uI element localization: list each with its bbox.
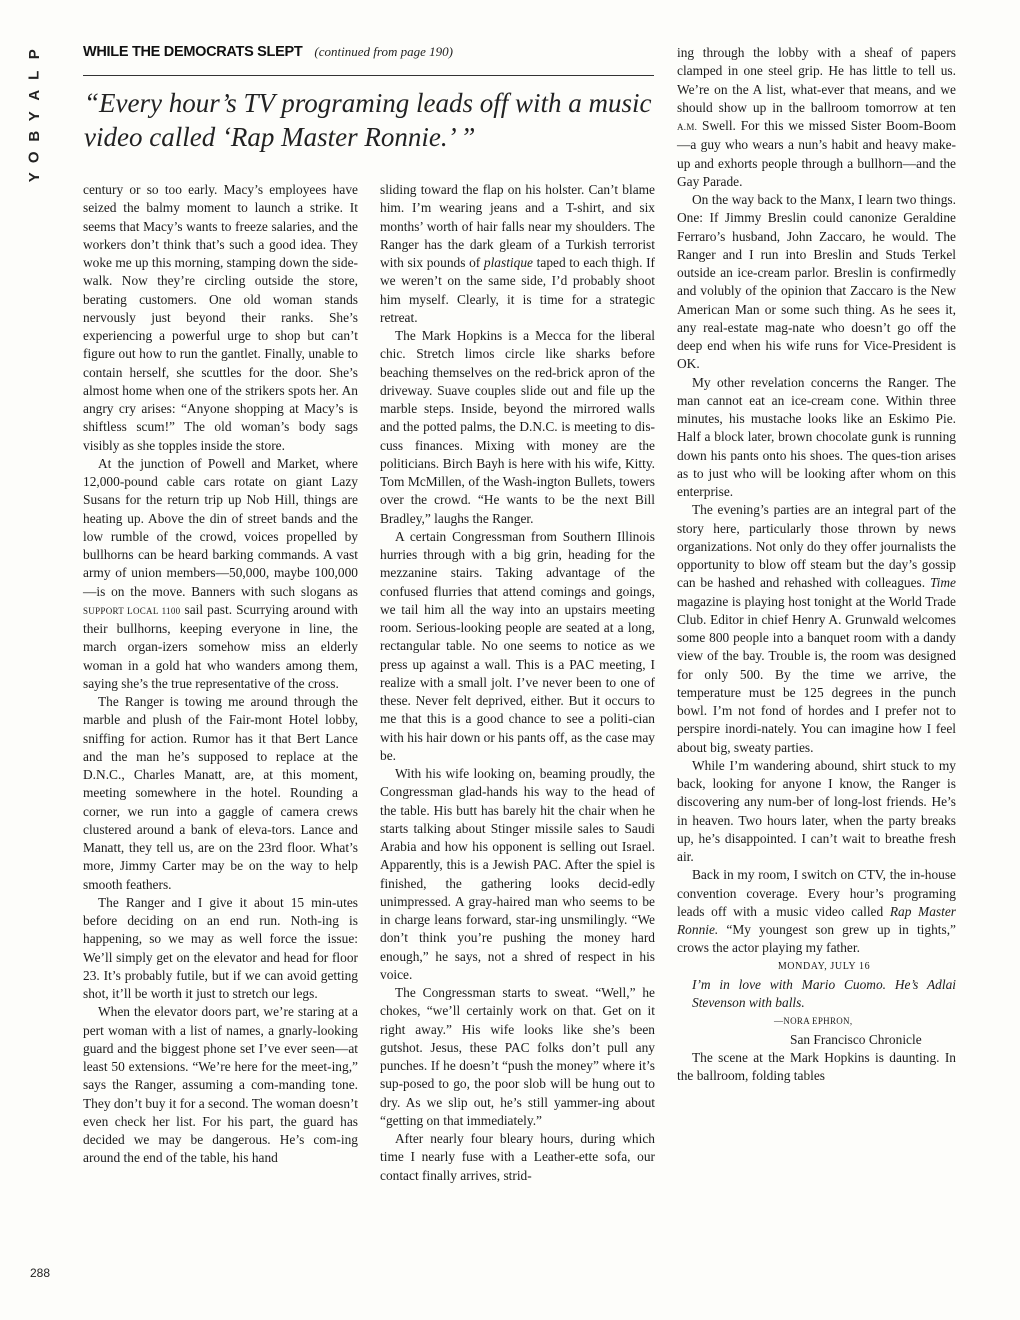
- paragraph: [677, 866, 956, 957]
- paragraph: With his wife looking on, beaming proudly, the Congressman glad-hands his way to the head of the table. His butt has barely hit the chair when he starts talking about Stinger missile sales to Saudi Arabia and how his opponent is selling out Israel. Apparently, this is a Jewish PAC. After the spiel is finished, the gathering looks decid-edly unimpressed. A gray-haired man who seems to be in charge leans forward, star-ing unsmilingly. “We don’t think you’re pushing the money hard enough,” he says, not a shred of respect in his voice.: [380, 766, 655, 982]
- paragraph: [677, 44, 956, 191]
- column-3: [677, 44, 956, 1085]
- paragraph-text: ing through the lobby with a sheaf of papers clamped in one steel grip. He has little to tell us. We’re on the A list, what-ever that means, and we should show up in the ballroom tomorrow at ten: [677, 45, 956, 115]
- paragraph: century or so too early. Macy’s employees have seized the balmy moment to launch a strike. It seems that Macy’s wants to freeze salaries, and the workers don’t think that’s such a good idea. They woke me up this morning, stamping down the side-walk. Now they’re circling outside the store, berating customers. One old woman stands nervously just beyond their ranks. She’s experiencing a powerful urge to shop but can’t figure out how to run the gantlet. Finally, unable to contain herself, she scuttles for the door. She’s almost home when one of the strikers spots her. An angry cry arises: “Anyone shopping at Macy’s is shiftless scum!” The old woman’s body sags visibly as she topples inside the store.: [83, 182, 358, 453]
- column-2: [380, 181, 655, 1185]
- logo-letter: A: [25, 89, 43, 101]
- paragraph-text: taped to each thigh. If we weren’t on the same side, I’d probably shoot him myself. Clearly, it is time for a strategic retreat.: [380, 255, 655, 325]
- paragraph: On the way back to the Manx, I learn two things. One: If Jimmy Breslin could canonize Geraldine Ferraro’s husband, John Zaccaro, he would. The Ranger and I run into Breslin and Studs Terkel outside an ice-cream parlor. Breslin is confirmedly and volubly of the opinion that Zaccaro is the New American Man or some such thing. As he sees it, any real-estate mag-nate who doesn’t go off the deep end when his wife runs for Vice-President is OK.: [677, 192, 956, 372]
- paragraph-text: The evening’s parties are an integral part of the story here, particularly those thrown by news organizations. Not only do they offer journalists the opportunity to blow off steam but the day’s gossip can be hashed and rehashed with colleagues.: [677, 502, 956, 591]
- logo-letter: L: [25, 70, 43, 80]
- paragraph: [83, 455, 358, 693]
- paragraph: [677, 501, 956, 757]
- italic-word: plastique: [483, 255, 533, 270]
- column-1: [83, 181, 358, 1168]
- paragraph-text: Swell. For this we missed Sister Boom-Boom—a guy who wears a nun’s habit and heavy make-up and exhorts people through a bullhorn—and the Gay Parade.: [677, 118, 956, 189]
- logo-letter: Y: [25, 110, 43, 121]
- magazine-logo-vertical: [20, 44, 50, 188]
- logo-letter: B: [25, 130, 43, 142]
- paragraph: While I’m wandering abound, shirt stuck to my back, looking for anyone I know, the Ranger is discovering any num-ber of long-lost friends. He’s in heaven. Two hours later, when the party breaks up, he’s disappointed. I can’t wait to breathe fresh air.: [677, 757, 956, 864]
- italic-title: Rap Master Ronnie.: [677, 903, 956, 937]
- logo-letter: O: [25, 150, 43, 163]
- logo-letter: Y: [25, 172, 43, 183]
- epigraph-quote: I’m in love with Mario Cuomo. He’s Adlai Stevenson with balls.: [692, 976, 956, 1010]
- paragraph-text: sail past. Scurrying around with their bullhorns, keeping everyone in line, the march organ-izers somehow miss an elderly woman in a gold hat who wanders among them, saying she’s the true representative of the cross.: [83, 601, 358, 691]
- continued-note: (continued from page 190): [314, 44, 453, 59]
- paragraph: The Congressman starts to sweat. “Well,” he chokes, “we’ll certainly work on that. Get on it right away.” His wife looks like she’s been gutshot. Jesus, these PAC folks don’t pull any punches. If he doesn’t “push the money” where it’s sup-posed to go, the poor slob will be hung out to dry. As we slip out, he’s still yammer-ing about “getting on that immediately.”: [380, 985, 655, 1128]
- article-title: WHILE THE DEMOCRATS SLEPT: [83, 44, 303, 60]
- paragraph: A certain Congressman from Southern Illinois hurries through with a big grin, heading for the mezzanine stairs. Taking advantage of the confused flurries that attend comings and goings, we tail him all the way into an upstairs meeting room. Serious-looking people are seated at a long, rectangular table. No one seems to notice as we press up against a wall. This is a PAC meeting, I realize with a small jolt. I’ve never been to one of these. Never felt deprived, either. But it occurs to me that this is a good chance to see a politi-cian with his hair down or his pants off, as the case may be.: [380, 528, 655, 763]
- epigraph-author: —NORA EPHRON,: [774, 1016, 853, 1027]
- logo-letter: P: [25, 49, 43, 60]
- paragraph-text: At the junction of Powell and Market, where 12,000-pound cable cars rotate on giant Lazy Susans for the return trip up Nob Hill, things are heating up. Above the din of street bands and the low rumble of the crowd, voices propelled by bullhorns can be heard barking commands. A vast army of union members—50,000, maybe 100,000—is on the move. Banners with such slogans as: [83, 455, 358, 599]
- paragraph-text: Back in my room, I switch on CTV, the in-house convention coverage. Every hour’s programing leads off with a music video called: [677, 867, 956, 919]
- paragraph: When the elevator doors part, we’re staring at a pert woman with a list of names, a gnarly-looking guard and the biggest phone set I’ve ever seen—at least 50 extensions. “We’re here for the meet-ing,” says the Ranger, assuming a com-manding tone. They don’t buy it for a second. The woman doesn’t even check her list. For his part, the guard has decided we may be dangerous. He’s com-ing around the end of the table, his hand: [83, 1004, 358, 1166]
- paragraph: The Mark Hopkins is a Mecca for the liberal chic. Stretch limos circle like sharks before beaching themselves on the red-brick apron of the driveway. Suave couples slide out and file up the marble steps. Inside, beyond the mirrored walls and the potted palms, the D.N.C. is meeting to dis-cuss finances. Mixing with money are the politicians. Birch Bayh is here with his wife, Kitty. Tom McMillen, of the Wash-ington Bullets, towers over the crowd. “He wants to be the next Bill Bradley,” laughs the Ranger.: [380, 328, 655, 526]
- epigraph-source: San Francisco Chronicle: [790, 1031, 922, 1047]
- paragraph: The Ranger and I give it about 15 min-utes before deciding on an end run. Noth-ing is happening, so we may as well force the issue: We’ll simply get on the elevator and head for floor 23. It’s probably futile, but if we can avoid getting shot, it’ll be worth it just to stretch our legs.: [83, 894, 358, 1001]
- italic-word: Time: [929, 575, 956, 591]
- small-caps-slogan: SUPPORT LOCAL 1100: [83, 605, 181, 616]
- paragraph: The scene at the Mark Hopkins is daunting. In the ballroom, folding tables: [677, 1049, 956, 1083]
- paragraph: The Ranger is towing me around through the marble and plush of the Fair-mont Hotel lobby, sniffing for action. Rumor has it that Bert Lance and the man he’s supposed to replace at the D.N.C., Charles Manatt, are, at this moment, meeting somewhere in the hotel. Rounding a corner, we run into a gaggle of camera crews clustered around a bank of eleva-tors. Lance and Manatt, they tell us, are on the 23rd floor. What’s more, Jimmy Carter may be on the way to help smooth feathers.: [83, 694, 358, 892]
- paragraph-text: “My youngest son grew up in tights,” crows the actor playing my father.: [677, 922, 956, 956]
- paragraph-text: sliding toward the flap on his holster. Can’t blame him. I’m wearing jeans and a T-shirt, and six months’ worth of hair falls near my shoulders. The Ranger has the dark gleam of a Turkish terrorist with six pounds of: [380, 182, 655, 270]
- pull-quote: “Every hour’s TV programing leads off with a music video called ‘Rap Master Ronnie.’ ”: [84, 88, 652, 152]
- dateline: MONDAY, JULY 16: [777, 960, 871, 972]
- header-rule: [83, 75, 654, 76]
- paragraph: After nearly four bleary hours, during which time I nearly fuse with a Leather-ette sofa, our contact finally arrives, strid-: [380, 1131, 655, 1183]
- paragraph-text: magazine is playing host tonight at the World Trade Club. Editor in chief Henry A. Grunwald welcomes some 800 people into a banquet room with a dandy view of the bay. Trouble is, the room was designed for only 500. By the time we arrive, the temperature must be 125 degrees in the punch bowl. I’m not fond of hordes and I prefer not to perspire inordi-nately. You can imagine how I feel about big, sweaty parties.: [677, 593, 956, 755]
- small-caps-time: A.M.: [677, 122, 698, 132]
- paragraph: [380, 181, 655, 327]
- paragraph: My other revelation concerns the Ranger. The man cannot eat an ice-cream cone. Within three minutes, his mustache looks like an Eskimo Pie. Half a block later, brown chocolate gunk is running down his pants onto his shoes. The ques-tion arises as to just who will be looking after whom on this enterprise.: [677, 374, 956, 499]
- article-header: [83, 44, 453, 60]
- page-number: 288: [30, 1266, 51, 1280]
